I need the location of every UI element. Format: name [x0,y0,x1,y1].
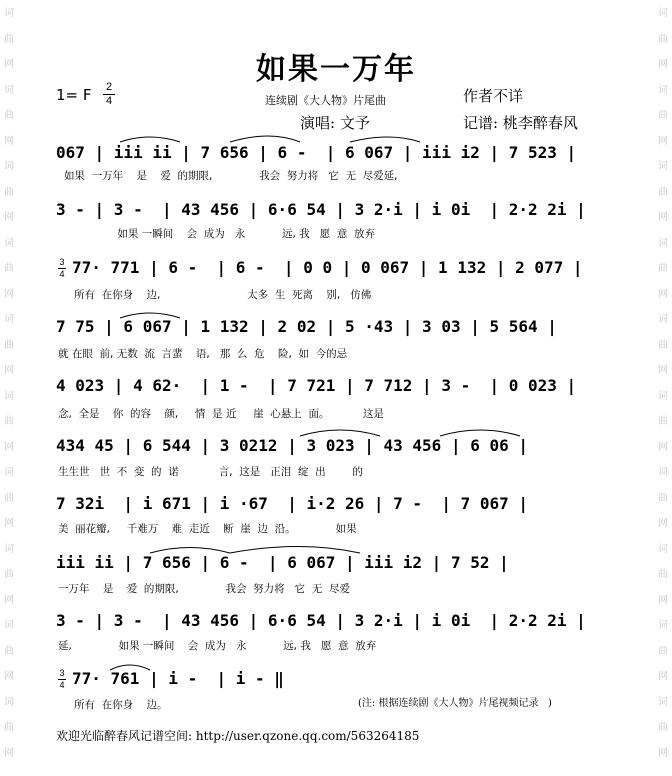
slur-arc [230,547,360,554]
watermark-glyph: 词 [4,84,14,96]
footer-link: 欢迎光临醉春风记谱空间: http://user.qzone.qq.com/563264185 [56,729,420,743]
watermark-glyph: 网 [4,518,14,529]
score-row-8-notes: iii ii | 7 656 | 6 - | 6 067 | iii i2 | 7 52 | [56,553,509,572]
score-row-4-notes: 7 75 | 6 067 | 1 132 | 2 02 | 5 ·43 | 3 03 | 5 564 | [56,317,557,336]
watermark-glyph: 词 [4,696,14,708]
time-signature-3-4-end-bottom: 4 [59,680,65,690]
watermark-glyph: 曲 [658,569,668,580]
watermark-glyph: 词 [658,543,668,555]
watermark-glyph: 网 [4,212,14,223]
source-note: (注: 根据连续剧《大人物》片尾视频记录 ) [358,698,552,709]
time-signature-3-4-bottom: 4 [59,269,65,279]
watermark-glyph: 词 [658,467,668,478]
watermark-glyph: 网 [658,671,668,682]
watermark-glyph: 曲 [4,186,14,198]
score-row-5-notes: 4 023 | 4 62· | 1 - | 7 721 | 7 712 | 3 - | 0 023 | [56,376,577,395]
watermark-glyph: 曲 [4,110,14,121]
watermark-glyph: 网 [4,747,14,759]
time-signature-top: 2 [105,81,113,93]
time-signature-3-4-end-top: 3 [59,668,65,678]
slur-arc [110,665,150,670]
watermark-glyph: 网 [658,594,668,606]
watermark-glyph: 词 [658,8,668,19]
watermark-glyph: 网 [658,212,668,223]
time-signature-3-4-top: 3 [59,257,65,267]
watermark-glyph: 网 [4,671,14,682]
key-signature: 1= F [56,86,92,104]
watermark-glyph: 网 [658,747,668,759]
score-row-7-notes: 7 32i | i 671 | i ·67 | i·2 26 | 7 - | 7 067 | [56,494,529,513]
watermark-glyph: 网 [4,135,14,147]
score-row-3-lyrics: 所有 在你身 边, 太多 生 死离 别, 仿佛 [74,289,372,301]
watermark-glyph: 曲 [4,263,14,274]
watermark-glyph: 网 [658,59,668,70]
score-row-2-notes: 3 - | 3 - | 43 456 | 6·6 54 | 3 2·i | i 0i | 2·2 2i | [56,200,586,219]
score-row-5-lyrics: 念, 全是 你 的容 颜, 情 是 近 崖 心悬上 面。 这是 [58,408,384,420]
slur-arc [120,313,180,318]
watermark-glyph: 网 [658,441,668,453]
song-title: 如果一万年 [256,52,416,87]
watermark-glyph: 词 [4,237,14,249]
watermark-glyph: 词 [4,543,14,555]
watermark-glyph: 网 [658,135,668,147]
score-row-10-lyrics: 所有 在你身 边。 [74,699,168,711]
slur-arc [300,430,380,436]
slur-arc [230,136,300,142]
watermark-glyph: 曲 [658,33,668,45]
author: 作者不详 [463,87,524,105]
watermark-glyph: 词 [4,314,14,325]
score-row-8-lyrics: 一万年 是 爱 的期限, 我会 努力将 它 无 尽爱 [58,583,350,595]
score-row-3-notes: 77· 771 | 6 - | 6 - | 0 0 | 0 067 | 1 132 | 2 077 | [72,258,583,277]
watermark-glyph: 曲 [4,416,14,427]
watermark-glyph: 曲 [4,569,14,580]
watermark-glyph: 词 [4,8,14,19]
singer: 演唱: 文予 [300,114,370,132]
watermark-glyph: 词 [658,390,668,402]
watermark-glyph: 网 [4,594,14,606]
watermark-glyph: 曲 [4,645,14,657]
watermark-glyph: 网 [658,518,668,529]
watermark-glyph: 曲 [4,722,14,733]
watermark-glyph: 曲 [658,186,668,198]
watermark-glyph: 词 [658,696,668,708]
slur-arc [440,430,520,436]
watermark-glyph: 词 [4,161,14,172]
watermark-glyph: 曲 [658,110,668,121]
watermark-glyph: 词 [658,84,668,96]
watermark-glyph: 网 [658,288,668,300]
transcriber: 记谱: 桃李醉春风 [463,114,578,132]
slur-arc [350,137,420,142]
score-row-6-lyrics: 生生世 世 不 变 的 诺 言, 这是 正泪 绽 出 的 [58,466,363,478]
score-row-1-notes: 067 | iii ii | 7 656 | 6 - | 6 067 | iii i2 | 7 523 | [56,143,577,162]
watermark-glyph: 网 [4,441,14,453]
score-row-1-lyrics: 如果 一万年 是 爱 的期限, 我会 努力将 它 无 尽爱延, [64,170,398,182]
watermark-glyph: 曲 [4,33,14,45]
watermark-glyph: 网 [4,288,14,300]
watermark-glyph: 词 [4,467,14,478]
score-row-6-notes: 434 45 | 6 544 | 3 0212 | 3 023 | 43 456 | 6 06 | [56,436,529,455]
watermark-glyph: 曲 [658,339,668,351]
score-row-7-lyrics: 美 丽花瓣, 千难万 难 走近 断 崖 边 沿。 如果 [58,523,357,535]
watermark-glyph: 词 [658,314,668,325]
score-row-2-lyrics: 如果 一瞬间 会 成为 永 远, 我 愿 意 放弃 [64,228,376,240]
watermark-glyph: 曲 [658,492,668,504]
slur-arc [120,137,180,142]
watermark-glyph: 网 [4,59,14,70]
watermark-glyph: 词 [658,620,668,631]
watermark-glyph: 曲 [4,339,14,351]
watermark-glyph: 网 [4,365,14,376]
score-row-9-lyrics: 延, 如果 一瞬间 会 成为 永 远, 我 愿 意 放弃 [58,640,377,652]
watermark-glyph: 词 [4,390,14,402]
subtitle: 连续剧《大人物》片尾曲 [265,94,386,107]
score-row-9-notes: 3 - | 3 - | 43 456 | 6·6 54 | 3 2·i | i 0i | 2·2 2i | [56,611,586,630]
watermark-glyph: 曲 [658,645,668,657]
watermark-glyph: 曲 [658,263,668,274]
watermark-glyph: 曲 [4,492,14,504]
watermark-glyph: 词 [4,620,14,631]
score-row-10-notes: 77· 761 | i - | i - ‖ [72,669,284,688]
watermark-glyph: 词 [658,161,668,172]
slur-arc [150,548,230,554]
score-row-4-lyrics: 就 在眼 前, 无数 流 言蜚 语, 那 么 危 险, 如 今的忌 [58,348,348,360]
watermark-glyph: 曲 [658,722,668,733]
watermark-glyph: 词 [658,237,668,249]
watermark-glyph: 曲 [658,416,668,427]
time-signature-bottom: 4 [105,95,113,107]
watermark-glyph: 网 [658,365,668,376]
